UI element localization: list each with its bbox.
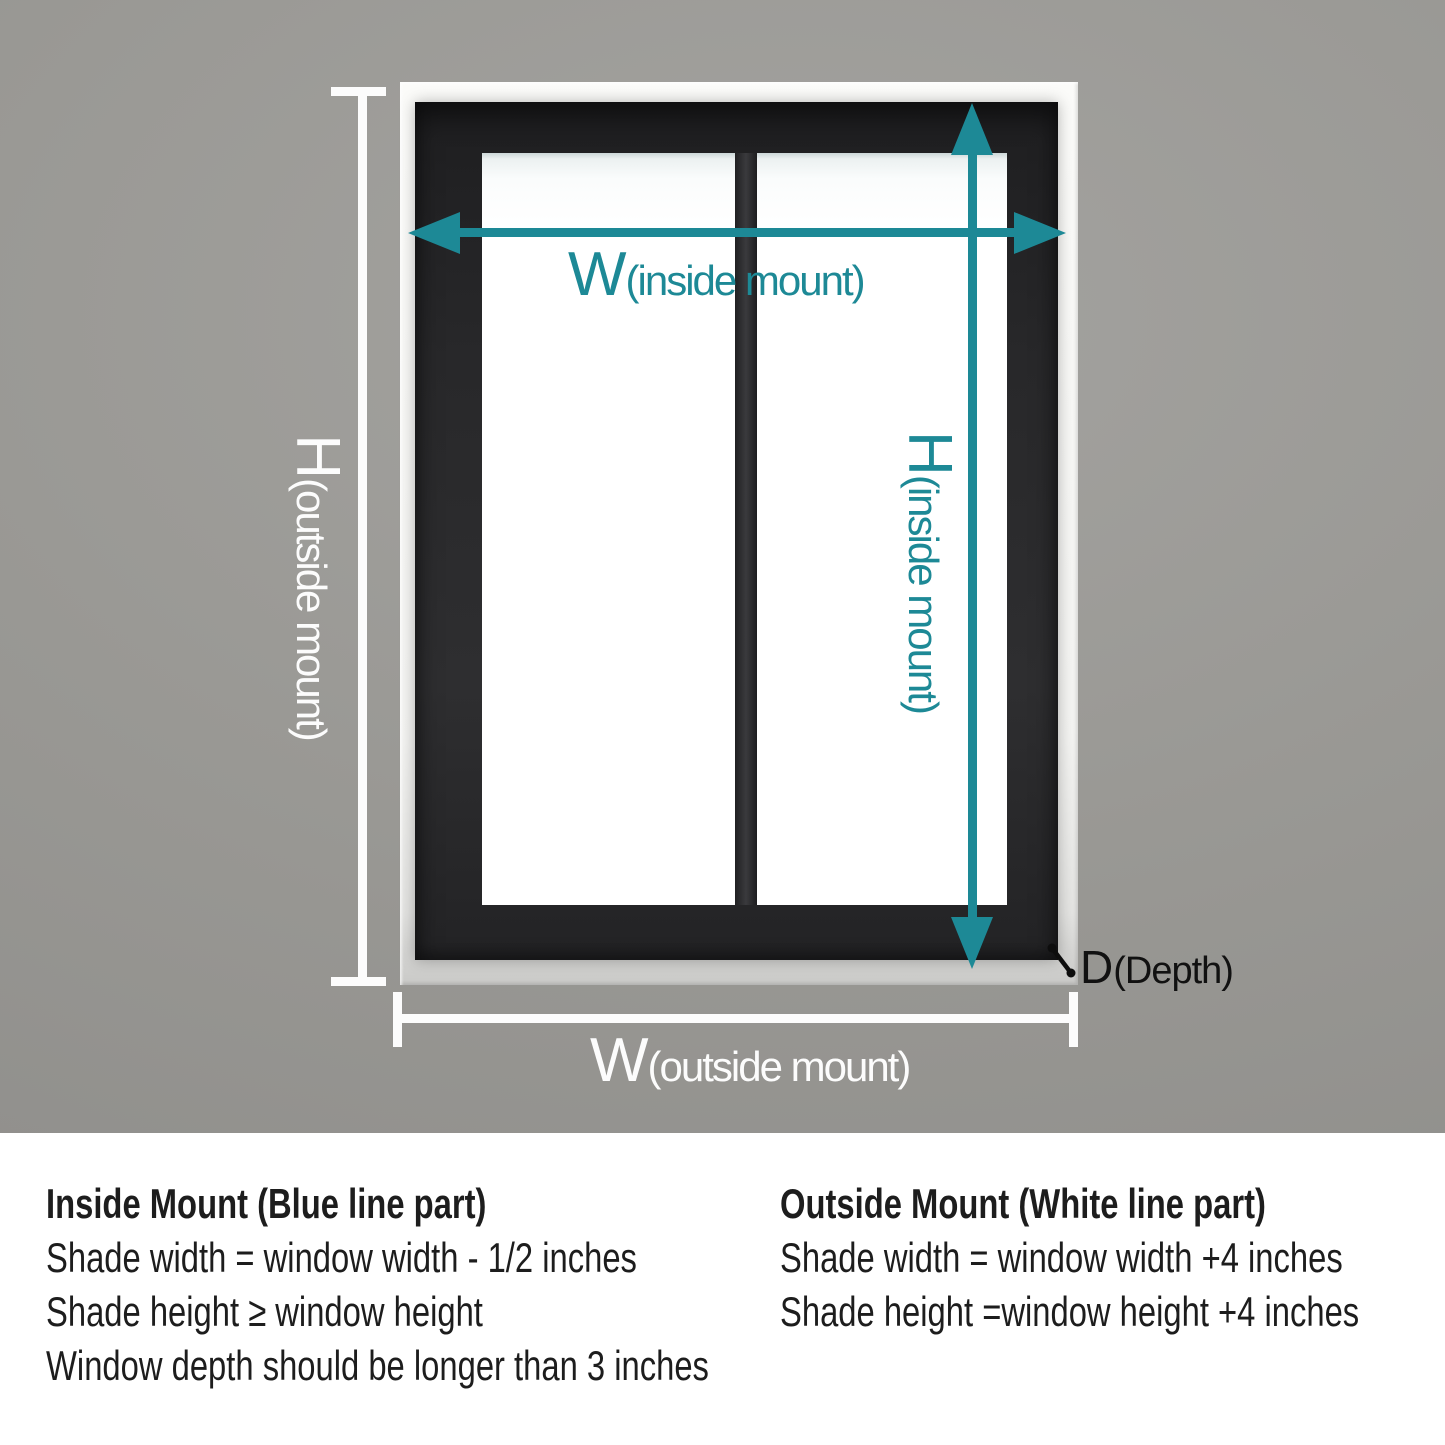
h-outside-letter: H (283, 434, 352, 478)
w-outside-caption: (outside mount) (647, 1043, 910, 1090)
inside-mount-instructions (46, 1177, 896, 1393)
w-outside-label (590, 1026, 910, 1095)
depth-label (1080, 941, 1233, 993)
h-inside-caption: (inside mount) (900, 474, 947, 713)
arrowhead-right-icon (1014, 212, 1066, 254)
outside-mount-heading: Outside Mount (White line part) (780, 1180, 1266, 1227)
depth-letter: D (1080, 941, 1114, 993)
h-outside-measure-cap-top (331, 87, 386, 96)
inside-mount-heading: Inside Mount (Blue line part) (46, 1180, 487, 1227)
w-outside-measure-cap-right (1069, 992, 1078, 1047)
w-inside-measure-arrow (450, 228, 1022, 237)
outside-mount-instructions (780, 1177, 1445, 1339)
instructions-panel (0, 1133, 1445, 1445)
w-inside-letter: W (568, 240, 626, 309)
h-inside-letter: H (895, 431, 964, 475)
depth-caption: (Depth) (1113, 950, 1233, 992)
w-inside-label (568, 240, 864, 309)
h-inside-label (895, 431, 964, 713)
w-outside-measure-line (393, 1014, 1078, 1023)
inside-mount-rule-height: Shade height ≥ window height (46, 1288, 483, 1335)
w-inside-caption: (inside mount) (625, 257, 864, 304)
inside-mount-rule-depth: Window depth should be longer than 3 inches (46, 1342, 709, 1389)
h-inside-measure-arrow (968, 150, 977, 922)
inside-mount-rule-width: Shade width = window width - 1/2 inches (46, 1234, 637, 1281)
w-outside-measure-cap-left (393, 992, 402, 1047)
h-outside-label (283, 434, 352, 740)
h-outside-caption: (outside mount) (288, 477, 335, 740)
h-outside-measure-line (358, 87, 367, 985)
w-outside-letter: W (590, 1026, 648, 1095)
outside-mount-rule-width: Shade width = window width +4 inches (780, 1234, 1343, 1281)
arrowhead-up-icon (951, 103, 993, 155)
arrowhead-down-icon (951, 917, 993, 969)
arrowhead-left-icon (408, 212, 460, 254)
depth-marker-icon (1046, 942, 1078, 980)
h-outside-measure-cap-bottom (331, 977, 386, 986)
outside-mount-rule-height: Shade height =window height +4 inches (780, 1288, 1360, 1335)
